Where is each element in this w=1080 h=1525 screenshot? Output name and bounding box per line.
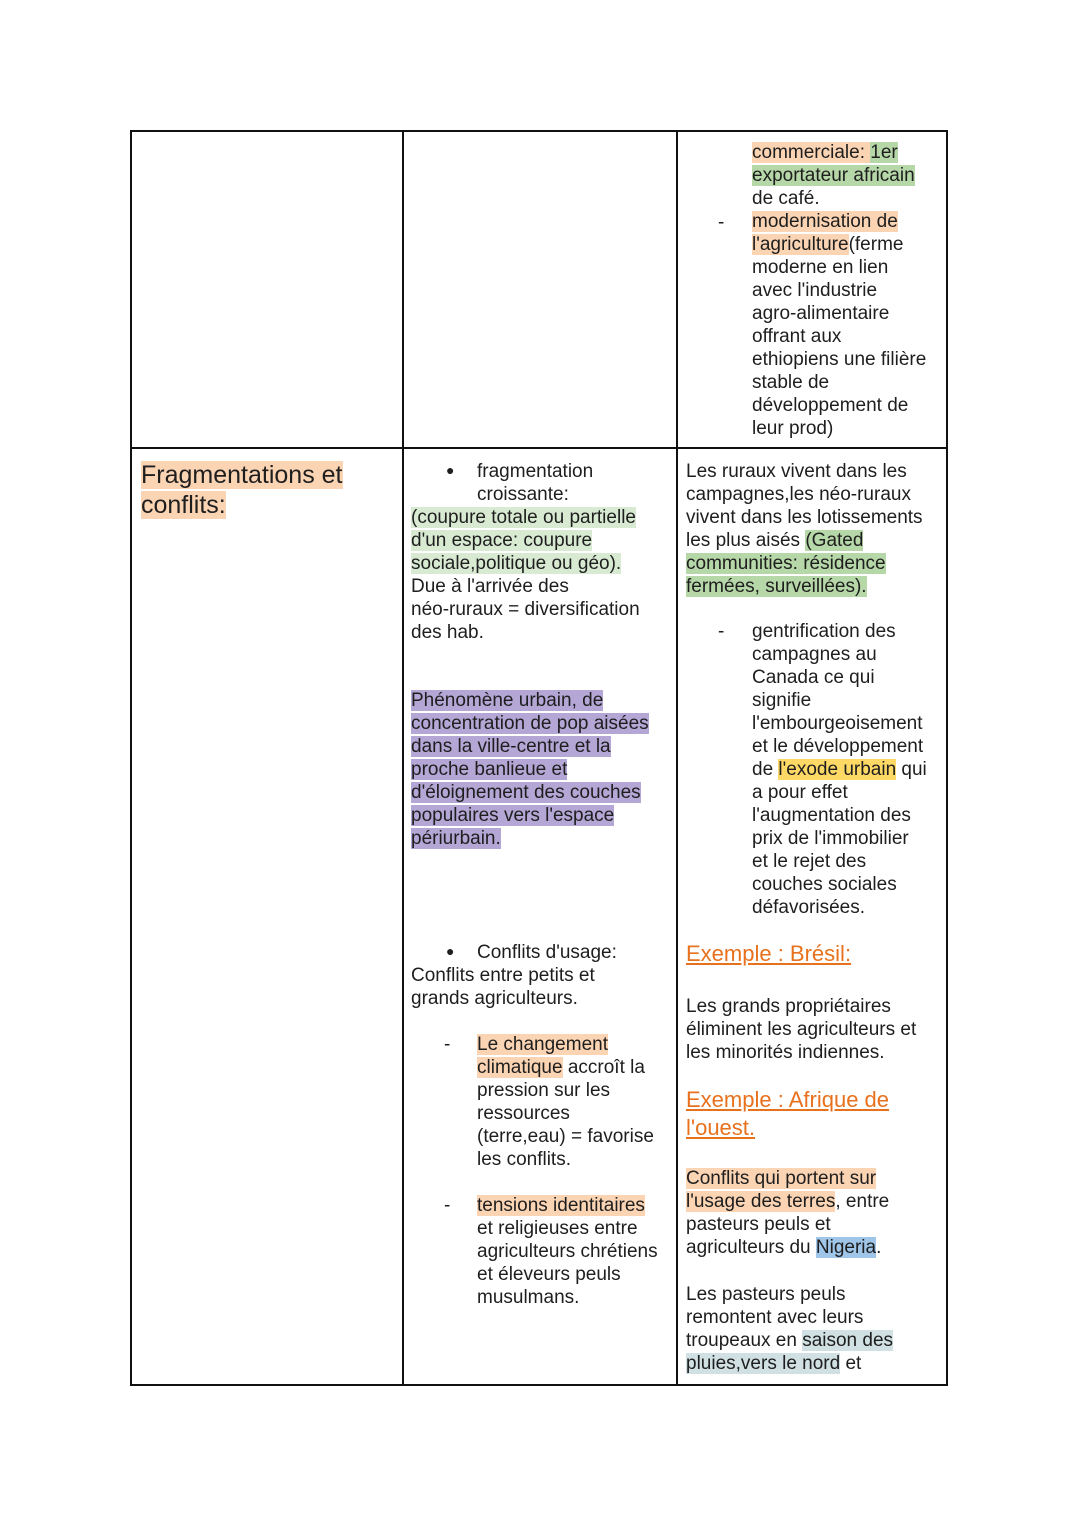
text-line: Due à l'arrivée des [411,576,569,597]
example-bresil-heading: Exemple : Brésil: [686,941,852,966]
text-line: tensions identitaires [477,1195,645,1216]
text-line: (Gated [805,530,864,551]
text-line: proche banlieue et [411,759,568,780]
dash-symbol: - [444,1195,451,1216]
text-line: grands agriculteurs. [411,988,578,1009]
text-line: offrant aux [752,326,842,347]
text-line: de [752,759,779,780]
heading-line: conflits: [141,491,226,519]
text-line: agro-alimentaire [752,303,890,324]
text-line: l'augmentation des [752,805,911,826]
text-line: agriculteurs du [686,1237,816,1258]
text-line: Les pasteurs peuls [686,1284,846,1305]
text-line: saison des [802,1330,894,1351]
text-line: pasteurs peuls et [686,1214,831,1235]
text-line: remontent avec leurs [686,1307,864,1328]
text-line: Conflits d'usage: [477,942,617,963]
heading-line: Fragmentations et [141,461,343,489]
text-line: ressources [477,1103,570,1124]
text-line: musulmans. [477,1287,580,1308]
text-line: l'embourgeoisement [752,713,923,734]
text-line: gentrification des [752,621,896,642]
text-line: 1er [870,142,898,163]
column-divider-1 [402,130,404,1386]
conflits-text [411,964,673,1010]
example-afrique-heading [686,1086,946,1142]
text-line: fragmentation [477,461,594,482]
text-line: populaires vers l'espace [411,805,615,826]
dash-symbol: - [718,212,725,233]
text-line: . [876,1237,882,1258]
bullet-fragmentation [477,460,667,506]
purple-definition [411,689,673,850]
table-border-bottom [130,1384,948,1386]
text-line: commerciale: [752,142,871,163]
text-line: exportateur africain [752,165,915,186]
text-line: Les grands propriétaires [686,996,891,1017]
section-heading [141,460,396,520]
neoruraux-paragraph [686,460,946,598]
text-line: , entre [835,1191,890,1212]
text-line: défavorisées. [752,897,866,918]
bullet-icon: ● [446,943,455,959]
text-line: Exemple : Afrique de [686,1087,890,1112]
text-line: et religieuses entre [477,1218,638,1239]
text-line: Phénomène urbain, de [411,690,604,711]
text-line: qui [896,759,927,780]
table-border-left [130,130,132,1386]
text-line: les minorités indiennes. [686,1042,885,1063]
column-divider-2 [676,130,678,1386]
row-divider [130,447,948,449]
top-col3-text [752,141,947,440]
text-line: (terre,eau) = favorise [477,1126,654,1147]
text-line: et éleveurs peuls [477,1264,621,1285]
text-line: sociale,politique ou géo). [411,553,622,574]
text-line: Les ruraux vivent dans les [686,461,907,482]
text-line: l'exode urbain [778,759,897,780]
text-line: a pour effet [752,782,848,803]
bullet-icon: ● [446,462,455,478]
text-line: fermées, surveillées). [686,576,867,597]
text-line: modernisation de [752,211,898,232]
text-line: prix de l'immobilier [752,828,909,849]
text-line: Conflits entre petits et [411,965,595,986]
text-line: concentration de pop aisées [411,713,649,734]
text-line: croissante: [477,484,569,505]
text-line: communities: résidence [686,553,886,574]
text-line: troupeaux en [686,1330,803,1351]
text-line: dans la ville-centre et la [411,736,611,757]
text-line: Conflits qui portent sur [686,1168,877,1189]
dash-climat [477,1033,672,1171]
text-line: agriculteurs chrétiens [477,1241,658,1262]
text-line: et [840,1353,862,1374]
bresil-text [686,995,946,1064]
text-line: stable de [752,372,830,393]
text-line: des hab. [411,622,484,643]
dash-gentrification [752,620,947,919]
text-line: avec l'industrie [752,280,878,301]
text-line: les conflits. [477,1149,571,1170]
table-border-top [130,130,948,132]
text-line: d'un espace: coupure [411,530,593,551]
text-line: couches sociales [752,874,897,895]
text-line: (coupure totale ou partielle [411,507,636,528]
text-line: climatique [477,1057,563,1078]
text-line: campagnes au [752,644,877,665]
text-line: accroît la [562,1057,645,1078]
text-line: éliminent les agriculteurs et [686,1019,917,1040]
text-line: néo-ruraux = diversification [411,599,640,620]
text-line: Nigeria [815,1237,877,1258]
text-line: de café. [752,188,820,209]
text-line: ethiopiens une filière [752,349,927,370]
fragmentation-definition [411,506,673,644]
text-line: l'agriculture [752,234,849,255]
text-line: et le rejet des [752,851,867,872]
text-line: vivent dans les lotissements [686,507,923,528]
text-line: campagnes,les néo-ruraux [686,484,911,505]
text-line: développement de [752,395,909,416]
text-line: l'ouest. [686,1115,756,1140]
text-line: moderne en lien [752,257,889,278]
bullet-conflits [477,941,667,964]
text-line: leur prod) [752,418,834,439]
text-line: d'éloignement des couches [411,782,641,803]
dash-symbol: - [718,621,725,642]
pasteurs-text [686,1283,946,1375]
text-line: pression sur les [477,1080,611,1101]
dash-symbol: - [444,1034,451,1055]
notes-table [130,130,948,1386]
text-line: les plus aisés [686,530,806,551]
text-line: signifie [752,690,812,711]
text-line: périurbain. [411,828,501,849]
text-line: et le développement [752,736,924,757]
text-line: pluies,vers le nord [686,1353,841,1374]
afrique-text [686,1167,946,1259]
text-line: Canada ce qui [752,667,875,688]
dash-tensions [477,1194,672,1309]
text-line: (ferme [848,234,904,255]
text-line: Le changement [477,1034,608,1055]
text-line: l'usage des terres [686,1191,836,1212]
